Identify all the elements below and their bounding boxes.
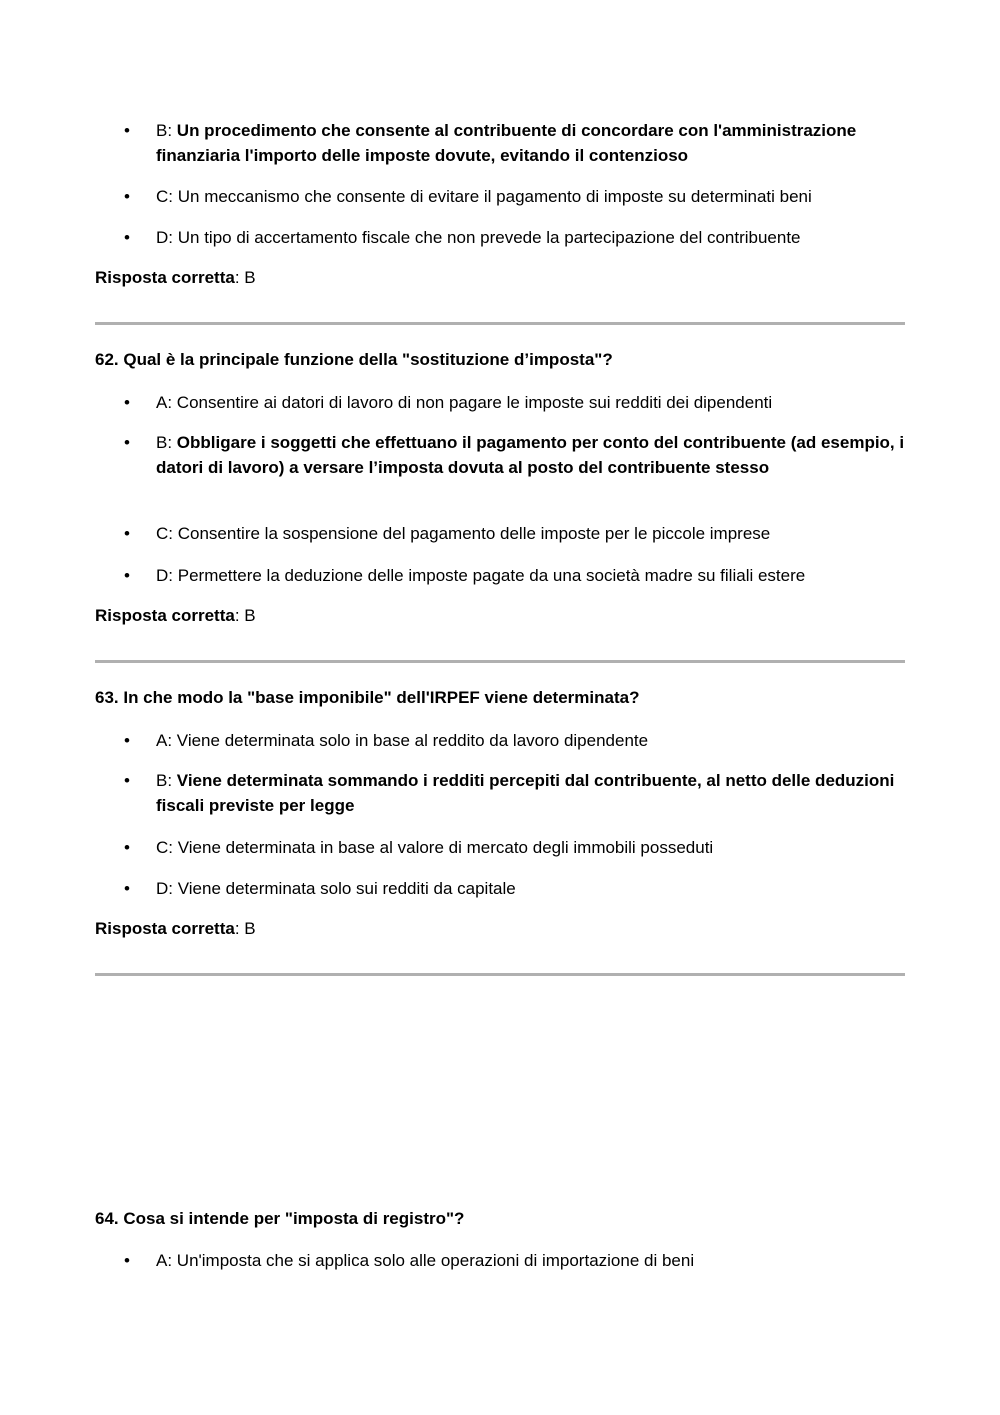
q64-question: 64. Cosa si intende per "imposta di registro"? — [95, 1209, 465, 1228]
q62-option-b — [124, 430, 916, 480]
q61-option-c — [124, 184, 916, 209]
option-letter: C: — [156, 838, 173, 857]
bullet-icon: • — [124, 433, 130, 452]
answer-value: : B — [234, 606, 256, 625]
section-divider — [95, 660, 905, 663]
option-letter: B: — [156, 121, 173, 140]
bullet-icon: • — [124, 879, 130, 898]
option-text-correct: Viene determinata sommando i redditi percepiti dal contribuente, al netto delle deduzioni fiscali previste per legge — [156, 771, 895, 815]
q63-option-c — [124, 835, 916, 860]
q64-option-a — [124, 1248, 916, 1273]
q63-option-a — [124, 728, 916, 753]
option-text: Un meccanismo che consente di evitare il pagamento di imposte su determinati beni — [177, 187, 812, 206]
q61-answer — [95, 266, 256, 290]
bullet-icon: • — [124, 121, 130, 140]
bullet-icon: • — [124, 566, 130, 585]
q62-option-c — [124, 521, 916, 546]
section-divider — [95, 322, 905, 325]
q62-option-a — [124, 390, 916, 415]
option-letter: D: — [156, 879, 173, 898]
bullet-icon: • — [124, 771, 130, 790]
q62-option-d — [124, 563, 916, 588]
bullet-icon: • — [124, 1251, 130, 1270]
q61-option-b — [124, 118, 916, 168]
q62-answer — [95, 604, 256, 628]
option-letter: C: — [156, 187, 173, 206]
q63-option-b — [124, 768, 916, 818]
q63-question: 63. In che modo la "base imponibile" dell'IRPEF viene determinata? — [95, 688, 640, 707]
answer-value: : B — [234, 919, 256, 938]
answer-value: : B — [234, 268, 256, 287]
option-text: Permettere la deduzione delle imposte pagate da una società madre su filiali estere — [177, 566, 806, 585]
q63-option-d — [124, 876, 916, 901]
section-divider — [95, 973, 905, 976]
option-letter: A: — [156, 1251, 173, 1270]
option-text: Un tipo di accertamento fiscale che non prevede la partecipazione del contribuente — [177, 228, 801, 247]
option-text: Consentire ai datori di lavoro di non pagare le imposte sui redditi dei dipendenti — [176, 393, 773, 412]
option-text: Viene determinata in base al valore di mercato degli immobili posseduti — [177, 838, 714, 857]
bullet-icon: • — [124, 187, 130, 206]
option-letter: B: — [156, 771, 173, 790]
bullet-icon: • — [124, 228, 130, 247]
answer-label: Risposta corretta — [95, 268, 235, 287]
answer-label: Risposta corretta — [95, 606, 235, 625]
option-text-correct: Un procedimento che consente al contribuente di concordare con l'amministrazione finanziaria l'importo delle imposte dovute, evitando il contenzioso — [156, 121, 857, 165]
option-letter: C: — [156, 524, 173, 543]
option-letter: A: — [156, 731, 173, 750]
option-letter: D: — [156, 566, 173, 585]
q62-question: 62. Qual è la principale funzione della "sostituzione d’imposta"? — [95, 350, 613, 369]
q63-answer — [95, 917, 256, 941]
bullet-icon: • — [124, 838, 130, 857]
option-text-correct: Obbligare i soggetti che effettuano il pagamento per conto del contribuente (ad esempio, i datori di lavoro) a versare l’imposta dovuta al posto del contribuente stesso — [156, 433, 905, 477]
answer-label: Risposta corretta — [95, 919, 235, 938]
bullet-icon: • — [124, 524, 130, 543]
option-letter: D: — [156, 228, 173, 247]
option-letter: A: — [156, 393, 173, 412]
bullet-icon: • — [124, 731, 130, 750]
q61-option-d — [124, 225, 916, 250]
bullet-icon: • — [124, 393, 130, 412]
option-text: Un'imposta che si applica solo alle operazioni di importazione di beni — [176, 1251, 695, 1270]
option-text: Viene determinata solo sui redditi da capitale — [177, 879, 516, 898]
option-text: Viene determinata solo in base al reddito da lavoro dipendente — [176, 731, 649, 750]
option-letter: B: — [156, 433, 173, 452]
option-text: Consentire la sospensione del pagamento delle imposte per le piccole imprese — [177, 524, 771, 543]
